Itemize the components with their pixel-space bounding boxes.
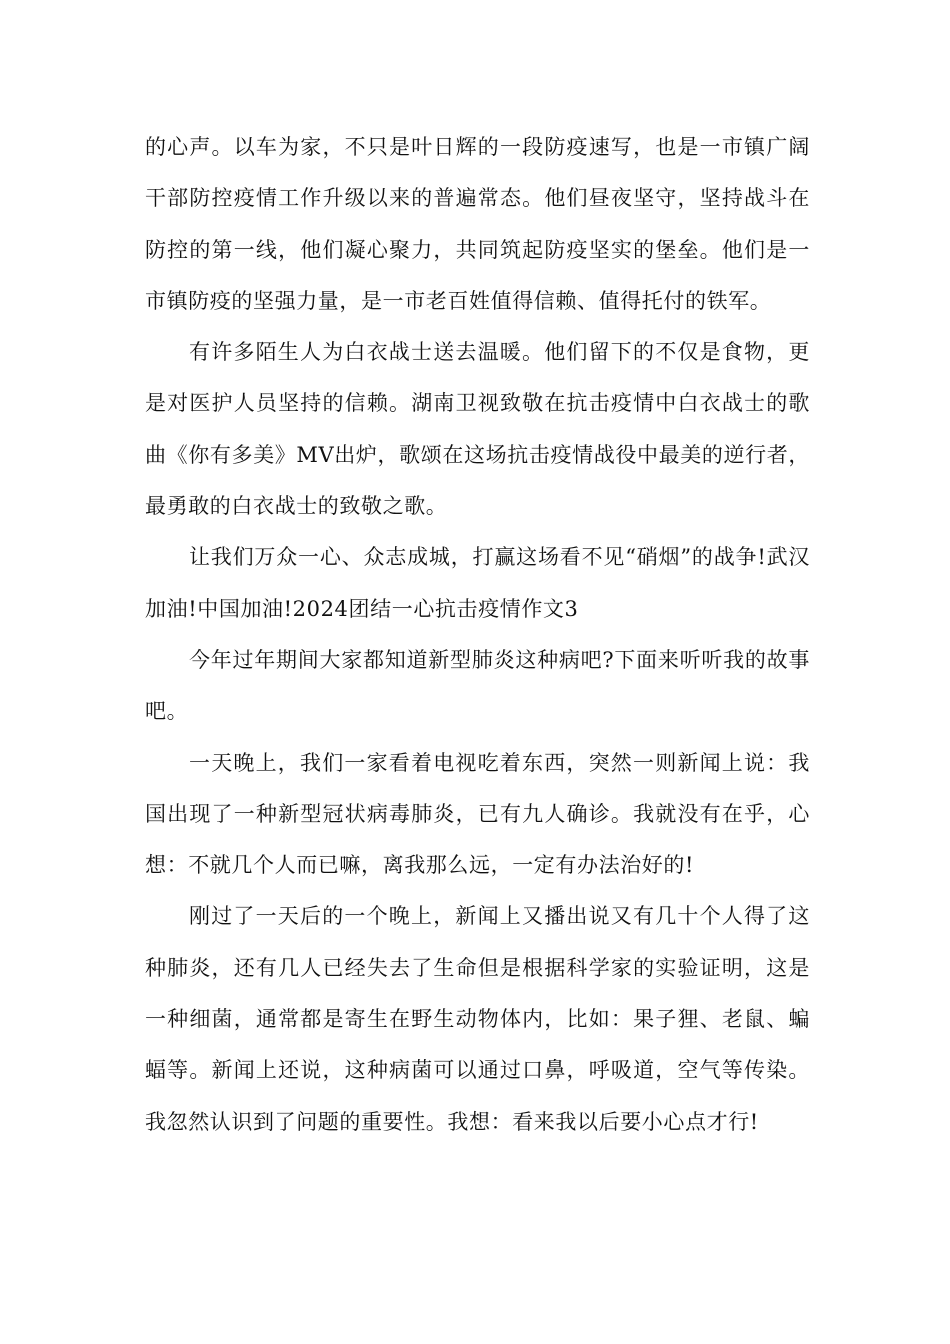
paragraph-6: 刚过了一天后的一个晚上，新闻上又播出说又有几十个人得了这种肺炎，还有几人已经失去了生命但是根据科学家的实验证明，这是一种细菌，通常都是寄生在野生动物体内，比如：果子狸、老鼠、蝙蝠等。新闻上还说，这种病菌可以通过口鼻，呼吸道，空气等传染。我忽然认识到了问题的重要性。我想：看来我以后要小心点才行! xyxy=(145,904,810,1134)
paragraph-4: 今年过年期间大家都知道新型肺炎这种病吧?下面来听听我的故事吧。 xyxy=(145,647,810,724)
paragraph-3: 让我们万众一心、众志成城，打赢这场看不见“硝烟”的战争!武汉加油!中国加油!2024团结一心抗击疫情作文3 xyxy=(145,545,810,621)
paragraph-1: 的心声。以车为家，不只是叶日辉的一段防疫速写，也是一市镇广阔干部防控疫情工作升级以来的普遍常态。他们昼夜坚守，坚持战斗在防控的第一线，他们凝心聚力，共同筑起防疫坚实的堡垒。他们是一市镇防疫的坚强力量，是一市老百姓值得信赖、值得托付的铁军。 xyxy=(145,135,810,313)
paragraph-5: 一天晚上，我们一家看着电视吃着东西，突然一则新闻上说：我国出现了一种新型冠状病毒肺炎，已有九人确诊。我就没有在乎，心想：不就几个人而已嘛，离我那么远，一定有办法治好的! xyxy=(145,750,810,878)
document-body xyxy=(145,122,810,1148)
paragraph-2: 有许多陌生人为白衣战士送去温暖。他们留下的不仅是食物，更是对医护人员坚持的信赖。湖南卫视致敬在抗击疫情中白衣战士的歌曲《你有多美》MV出炉，歌颂在这场抗击疫情战役中最美的逆行者，最勇敢的白衣战士的致敬之歌。 xyxy=(145,340,810,519)
